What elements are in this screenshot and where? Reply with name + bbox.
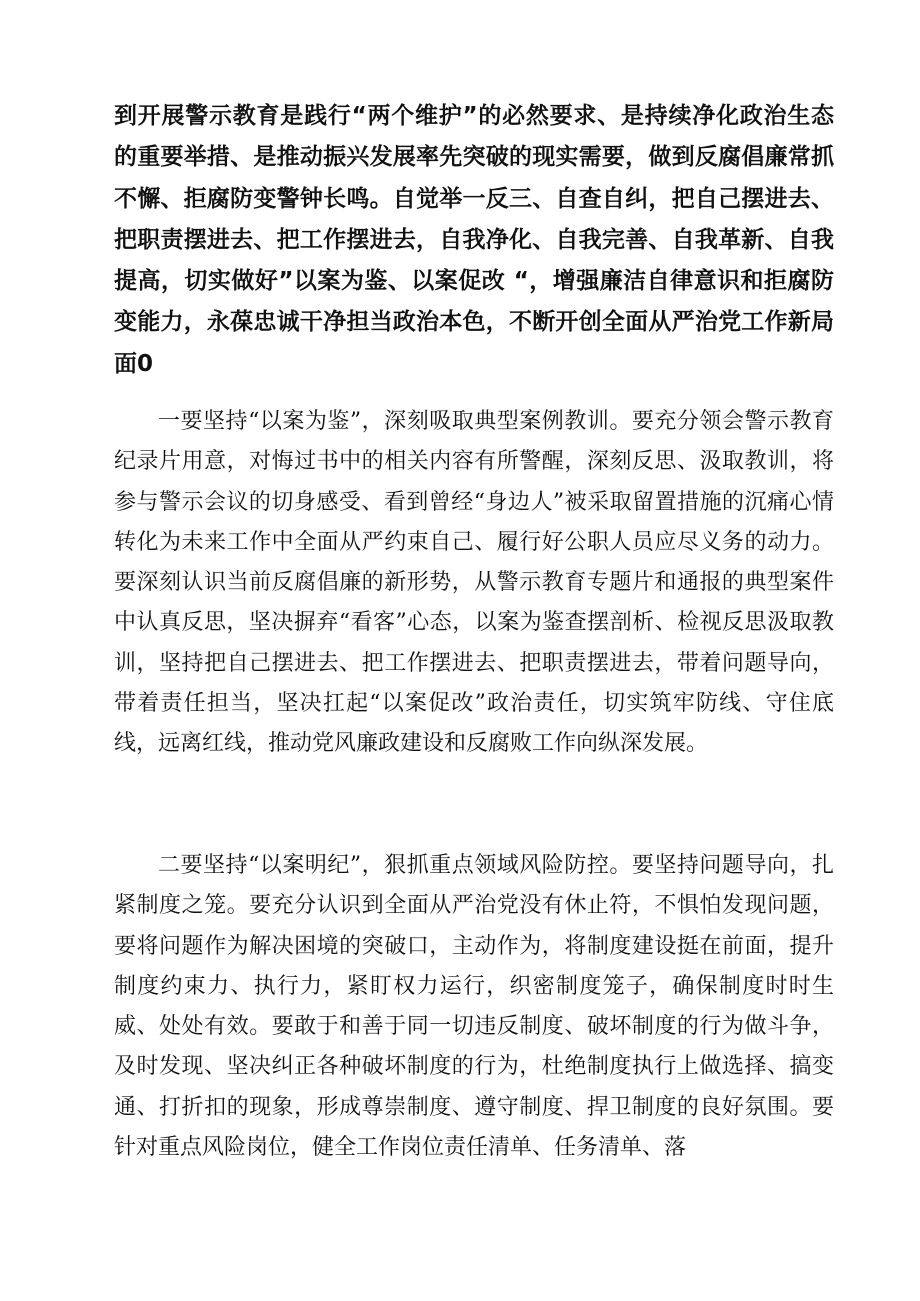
paragraph-point-one: 一要坚持“以案为鉴”，深刻吸取典型案例教训。要充分领会警示教育纪录片用意，对悔过书中的相关内容有所警醒，深刻反思、汲取教训，将参与警示会议的切身感受、看到曾经“身边人”被采取留置措施的沉痛心情转化为未来工作中全面从严约束自己、履行好公职人员应尽义务的动力。要深刻认识当前反腐倡廉的新形势，从警示教育专题片和通报的典型案件中认真反思，坚决摒弃“看客”心态，以案为鉴查摆剖析、检视反思汲取教训，坚持把自己摆进去、把工作摆进去、把职责摆进去，带着问题导向，带着责任担当，坚决扛起“以案促改”政治责任，切实筑牢防线、守住底线，远离红线，推动党风廉政建设和反腐败工作向纵深发展。 (114, 409, 834, 757)
paragraph-point-two: 二要坚持“以案明纪”，狠抓重点领域风险防控。要坚持问题导向，扎紧制度之笼。要充分认识到全面从严治党没有休止符，不惧怕发现问题，要将问题作为解决困境的突破口，主动作为，将制度建设挺在前面，提升制度约束力、执行力，紧盯权力运行，织密制度笼子，确保制度时时生威、处处有效。要敢于和善于同一切违反制度、破坏制度的行为做斗争，及时发现、坚决纠正各种破坏制度的行为，杜绝制度执行上做选择、搞变通、打折扣的现象，形成尊崇制度、遵守制度、捍卫制度的良好氛围。要针对重点风险岗位，健全工作岗位责任清单、任务清单、落 (114, 853, 834, 1161)
paragraph-intro-bold: 到开展警示教育是践行“两个维护”的必然要求、是持续净化政治生态的重要举措、是推动振兴发展率先突破的现实需要，做到反腐倡廉常抓不懈、拒腐防变警钟长鸣。自觉举一反三、自查自纠，把自己摆进去、把职责摆进去、把工作摆进去，自我净化、自我完善、自我革新、自我提高，切实做好”以案为鉴、以案促改 “，增强廉洁自律意识和拒腐防变能力，永葆忠诚干净担当政治本色，不断开创全面从严治党工作新局面0 (114, 103, 834, 377)
